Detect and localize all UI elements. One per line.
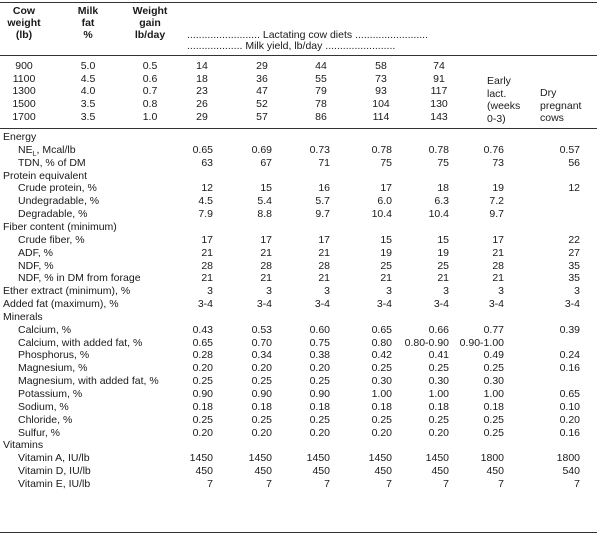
- section-title: Protein equivalent: [3, 169, 88, 182]
- nutrient-value: 3: [498, 285, 504, 298]
- nutrient-value: 0.20: [309, 426, 330, 439]
- nutrient-value: 56: [568, 156, 580, 169]
- milk-yield-cell: 130: [430, 98, 448, 111]
- milk-yield-cell: 114: [372, 110, 390, 123]
- early-lactation-label: lact.: [487, 87, 507, 100]
- nutrient-value: 0.38: [309, 349, 330, 362]
- nutrient-value: 0.90: [251, 388, 272, 400]
- milk-yield-cell: 47: [256, 85, 268, 98]
- nutrient-value: 0.30: [483, 375, 504, 388]
- nutrient-value: 7: [386, 477, 392, 490]
- nutrient-value: 0.80: [371, 336, 392, 349]
- nutrient-value: 7: [574, 477, 580, 490]
- milk-yield-cell: 79: [315, 85, 327, 98]
- nutrient-value: 0.18: [251, 400, 272, 413]
- nutrient-value: 21: [318, 272, 330, 285]
- nutrient-value: 0.20: [371, 426, 392, 439]
- nutrient-value: 450: [431, 465, 449, 478]
- nutrient-value: 0.25: [192, 375, 213, 388]
- nutrient-value: 0.18: [371, 400, 392, 413]
- nutrient-value: 0.20: [192, 426, 213, 439]
- section-title: Vitamins: [3, 439, 44, 452]
- nutrient-value: 450: [312, 465, 330, 478]
- nutrient-value: 0.16: [559, 362, 580, 375]
- nutrient-label: Magnesium, with added fat, %: [18, 375, 159, 388]
- milk-yield-cell: 74: [433, 60, 445, 72]
- nutrient-value: 0.90-1.00: [459, 336, 504, 349]
- early-lactation-label: Early: [487, 75, 511, 87]
- nutrient-label: $NE_L$, Mcal/lb: [18, 143, 76, 158]
- cow-row-cell: 1100: [12, 72, 36, 85]
- nutrient-value: 0.25: [251, 413, 272, 426]
- nutrient-value: 0.25: [309, 375, 330, 388]
- header-col-weight: Cow: [12, 5, 36, 17]
- nutrient-value: 3-4: [564, 298, 580, 311]
- cow-row-cell: 4.5: [80, 72, 96, 85]
- nutrient-value: 0.24: [559, 349, 580, 362]
- section-title: Energy: [3, 131, 37, 143]
- nutrient-value: 0.20: [192, 362, 213, 375]
- nutrient-value: 3-4: [314, 298, 330, 311]
- header-col-gain: Weight: [132, 5, 168, 17]
- nutrient-value: 21: [201, 272, 213, 285]
- nutrient-value: 0.30: [428, 375, 449, 388]
- nutrient-value: 0.20: [251, 362, 272, 375]
- nutrient-value: 3: [443, 285, 449, 298]
- nutrient-value: 15: [380, 233, 392, 246]
- nutrient-value: 0.73: [309, 143, 330, 156]
- milk-yield-cell: 86: [315, 110, 327, 123]
- nutrient-value: 0.66: [428, 323, 449, 336]
- nutrient-value: 8.8: [257, 208, 272, 221]
- nutrient-value: 0.42: [371, 349, 392, 362]
- milk-yield-cell: 117: [430, 85, 448, 98]
- nutrient-value: 27: [568, 246, 580, 259]
- nutrient-value: 1450: [248, 452, 272, 465]
- nutrient-label: Chloride, %: [18, 413, 73, 426]
- nutrient-label: Sulfur, %: [18, 426, 61, 439]
- nutrient-label: Calcium, %: [18, 323, 72, 336]
- nutrient-value: 9.7: [315, 208, 330, 221]
- nutrient-value: 19: [380, 246, 392, 259]
- top-rule: [0, 2, 597, 3]
- nutrient-label: Vitamin E, IU/lb: [18, 477, 91, 490]
- nutrient-value: 540: [562, 465, 580, 478]
- header-col-weight: weight: [7, 17, 41, 29]
- nutrient-value: 6.0: [377, 195, 392, 208]
- nutrient-value: 0.20: [428, 426, 449, 439]
- nutrient-value: 0.78: [428, 143, 449, 156]
- header-yield-label: ................... Milk yield, lb/day ........................: [187, 40, 396, 52]
- nutrient-value: 0.25: [309, 413, 330, 426]
- cow-row-cell: 1500: [12, 98, 36, 111]
- nutrient-value: 0.30: [371, 375, 392, 388]
- cow-row-cell: 0.6: [142, 72, 158, 85]
- milk-yield-cell: 44: [315, 60, 327, 72]
- early-lactation-label: 0-3): [487, 112, 506, 125]
- nutrient-value: 0.57: [559, 143, 580, 156]
- nutrient-value: 0.25: [483, 362, 504, 375]
- nutrient-value: 7: [324, 477, 330, 490]
- nutrient-label: NDF, %: [18, 259, 54, 272]
- milk-yield-cell: 29: [196, 110, 208, 123]
- nutrient-label: Calcium, with added fat, %: [18, 336, 143, 349]
- nutrient-value: 450: [254, 465, 272, 478]
- nutrient-value: 17: [380, 182, 392, 195]
- nutrient-value: 0.25: [192, 413, 213, 426]
- cow-row-cell: 3.5: [80, 110, 96, 123]
- nutrient-value: 0.75: [309, 336, 330, 349]
- nutrient-value: 0.80-0.90: [404, 336, 449, 349]
- nutrient-label: Ether extract (minimum), %: [3, 285, 131, 298]
- nutrient-value: 0.25: [371, 362, 392, 375]
- cow-row-cell: 5.0: [80, 60, 96, 72]
- nutrient-value: 3: [386, 285, 392, 298]
- cow-row-cell: 4.0: [80, 85, 96, 98]
- nutrient-value: 21: [260, 246, 272, 259]
- nutrient-value: 17: [260, 233, 272, 246]
- nutrient-value: 0.90: [309, 388, 330, 400]
- cow-row-cell: 0.8: [142, 98, 158, 111]
- nutrient-value: 5.7: [315, 195, 330, 208]
- nutrient-value: 0.41: [428, 349, 449, 362]
- milk-yield-cell: 29: [256, 60, 268, 72]
- nutrient-value: 0.70: [251, 336, 272, 349]
- early-lactation-label: (weeks: [487, 100, 521, 113]
- nutrient-value: 1450: [306, 452, 330, 465]
- nutrient-value: 0.39: [559, 323, 580, 336]
- nutrient-label: Vitamin A, IU/lb: [18, 452, 90, 465]
- header-col-fat: Milk: [77, 5, 99, 17]
- nutrient-value: 0.20: [309, 362, 330, 375]
- nutrient-value: 16: [318, 182, 330, 195]
- nutrient-value: 1.00: [371, 388, 392, 400]
- header-col-weight: (lb): [15, 29, 33, 41]
- nutrient-label: NDF, % in DM from forage: [18, 272, 141, 285]
- milk-yield-cell: 14: [196, 60, 208, 72]
- nutrient-value: 1800: [480, 452, 504, 465]
- nutrient-value: 5.4: [257, 195, 272, 208]
- cow-row-cell: 1.0: [142, 110, 158, 123]
- nutrient-value: 3-4: [256, 298, 272, 311]
- milk-yield-cell: 143: [430, 110, 448, 123]
- milk-yield-cell: 23: [196, 85, 208, 98]
- nutrient-value: 35: [568, 272, 580, 285]
- dry-pregnant-label: Dry: [540, 87, 557, 99]
- milk-yield-cell: 73: [375, 72, 387, 85]
- nutrient-value: 3: [266, 285, 272, 298]
- nutrient-label: Magnesium, %: [18, 362, 88, 375]
- milk-yield-cell: 52: [256, 98, 268, 111]
- cow-rows-rule: [0, 128, 597, 129]
- nutrient-value: 0.34: [251, 349, 272, 362]
- nutrient-label: Added fat (maximum), %: [3, 298, 119, 311]
- nutrient-value: 22: [568, 233, 580, 246]
- nutrient-value: 0.69: [251, 143, 272, 156]
- section-title: Minerals: [3, 310, 43, 323]
- header-col-gain: lb/day: [134, 29, 166, 41]
- nutrient-value: 0.65: [192, 143, 213, 156]
- nutrient-value: 25: [380, 259, 392, 272]
- milk-yield-cell: 104: [372, 98, 390, 111]
- dry-pregnant-label: pregnant: [540, 99, 582, 112]
- nutrient-value: 0.25: [483, 413, 504, 426]
- nutrient-value: 6.3: [434, 195, 449, 208]
- nutrient-value: 7: [443, 477, 449, 490]
- nutrient-value: 450: [195, 465, 213, 478]
- nutrient-value: 0.18: [192, 400, 213, 413]
- nutrient-value: 0.25: [428, 413, 449, 426]
- nutrient-value: 21: [380, 272, 392, 285]
- nutrient-value: 0.60: [309, 323, 330, 336]
- nutrient-value: 0.16: [559, 426, 580, 439]
- nutrient-value: 3-4: [488, 298, 504, 311]
- milk-yield-cell: 57: [256, 110, 268, 123]
- nutrient-value: 0.18: [309, 400, 330, 413]
- nutrient-label: Vitamin D, IU/lb: [18, 465, 91, 478]
- header-col-gain: gain: [139, 17, 161, 29]
- nutrient-value: 1450: [189, 452, 213, 465]
- milk-yield-cell: 91: [433, 72, 445, 85]
- nutrient-value: 0.25: [428, 362, 449, 375]
- nutrient-value: 75: [380, 156, 392, 169]
- nutrient-label: Undegradable, %: [18, 195, 100, 208]
- nutrient-value: 1800: [556, 452, 580, 465]
- nutrient-value: 7: [498, 477, 504, 490]
- nutrient-value: 0.49: [483, 349, 504, 362]
- nutrient-value: 0.25: [371, 413, 392, 426]
- nutrient-value: 21: [318, 246, 330, 259]
- nutrient-value: 28: [201, 259, 213, 272]
- nutrient-value: 7.9: [198, 208, 213, 221]
- nutrient-value: 0.18: [483, 400, 504, 413]
- nutrient-value: 0.90: [192, 388, 213, 400]
- section-title: Fiber content (minimum): [3, 220, 117, 233]
- nutrient-value: 450: [486, 465, 504, 478]
- nutrient-value: 0.65: [192, 336, 213, 349]
- nutrient-value: 18: [437, 182, 449, 195]
- cow-row-cell: 0.7: [142, 85, 158, 98]
- header-lactating-label: ......................... Lactating cow diets .........................: [187, 29, 428, 41]
- nutrient-value: 3: [207, 285, 213, 298]
- nutrient-value: 25: [437, 259, 449, 272]
- nutrient-value: 0.77: [483, 323, 504, 336]
- nutrient-value: 1.00: [483, 388, 504, 400]
- nutrient-value: 35: [568, 259, 580, 272]
- milk-yield-cell: 93: [375, 85, 387, 98]
- nutrient-value: 28: [260, 259, 272, 272]
- nutrient-value: 0.28: [192, 349, 213, 362]
- nutrient-value: 1.00: [428, 388, 449, 400]
- nutrient-value: 67: [260, 156, 272, 169]
- nutrient-label: Degradable, %: [18, 208, 88, 221]
- nutrient-label: Crude protein, %: [18, 182, 97, 195]
- cow-row-cell: 0.5: [142, 60, 158, 72]
- nutrient-value: 19: [492, 182, 504, 195]
- nutrient-value: 21: [492, 246, 504, 259]
- nutrient-value: 0.65: [371, 323, 392, 336]
- nutrient-value: 0.78: [371, 143, 392, 156]
- milk-yield-cell: 55: [315, 72, 327, 85]
- nutrient-label: Phosphorus, %: [18, 349, 90, 362]
- nutrient-value: 15: [437, 233, 449, 246]
- nutrient-value: 3-4: [197, 298, 213, 311]
- nutrient-value: 21: [201, 246, 213, 259]
- cow-row-cell: 900: [15, 60, 33, 72]
- nutrient-value: 17: [201, 233, 213, 246]
- nutrient-value: 10.4: [428, 208, 449, 221]
- nutrient-value: 0.25: [483, 426, 504, 439]
- cow-row-cell: 1300: [12, 85, 36, 98]
- nutrient-label: TDN, % of DM: [18, 156, 86, 169]
- nutrient-label: Sodium, %: [18, 400, 69, 413]
- milk-yield-cell: 78: [315, 98, 327, 111]
- nutrient-value: 7: [266, 477, 272, 490]
- nutrient-value: 0.65: [559, 388, 580, 400]
- nutrient-value: 12: [568, 182, 580, 195]
- header-rule: [0, 55, 597, 56]
- nutrient-value: 1450: [368, 452, 392, 465]
- nutrient-value: 73: [492, 156, 504, 169]
- nutrient-value: 75: [437, 156, 449, 169]
- nutrient-value: 10.4: [371, 208, 392, 221]
- nutrient-value: 0.20: [251, 426, 272, 439]
- bottom-rule: [0, 532, 597, 533]
- nutrient-value: 21: [437, 272, 449, 285]
- nutrient-value: 17: [318, 233, 330, 246]
- nutrient-value: 21: [260, 272, 272, 285]
- nutrient-value: 7: [207, 477, 213, 490]
- dry-pregnant-label: cows: [540, 112, 564, 125]
- nutrient-value: 71: [318, 156, 330, 169]
- milk-yield-cell: 58: [375, 60, 387, 72]
- nutrient-value: 28: [492, 259, 504, 272]
- nutrient-value: 15: [260, 182, 272, 195]
- cow-row-cell: 3.5: [80, 98, 96, 111]
- nutrient-value: 0.10: [559, 400, 580, 413]
- nutrient-value: 17: [492, 233, 504, 246]
- nutrient-label: Crude fiber, %: [18, 233, 85, 246]
- nutrient-value: 28: [318, 259, 330, 272]
- header-col-fat: %: [83, 29, 93, 41]
- nutrient-value: 3: [324, 285, 330, 298]
- nutrient-value: 1450: [425, 452, 449, 465]
- nutrient-value: 63: [201, 156, 213, 169]
- milk-yield-cell: 36: [256, 72, 268, 85]
- cow-row-cell: 1700: [12, 110, 36, 123]
- nutrient-value: 0.53: [251, 323, 272, 336]
- nutrient-value: 0.18: [428, 400, 449, 413]
- nutrient-value: 3-4: [433, 298, 449, 311]
- nutrient-value: 12: [201, 182, 213, 195]
- nutrient-value: 7.2: [489, 195, 504, 208]
- header-col-fat: fat: [81, 17, 95, 29]
- milk-yield-cell: 18: [196, 72, 208, 85]
- nutrient-value: 4.5: [198, 195, 213, 208]
- nutrient-value: 3-4: [376, 298, 392, 311]
- nutrient-label: Potassium, %: [18, 388, 83, 400]
- nutrient-value: 19: [437, 246, 449, 259]
- nutrient-value: 21: [492, 272, 504, 285]
- nutrient-value: 0.20: [559, 413, 580, 426]
- nutrient-value: 450: [374, 465, 392, 478]
- milk-yield-cell: 26: [196, 98, 208, 111]
- nutrient-value: 0.43: [192, 323, 213, 336]
- nutrient-value: 0.76: [483, 143, 504, 156]
- nutrient-value: 9.7: [489, 208, 504, 221]
- nutrient-label: ADF, %: [18, 246, 54, 259]
- nutrient-value: 0.25: [251, 375, 272, 388]
- nutrient-value: 3: [574, 285, 580, 298]
